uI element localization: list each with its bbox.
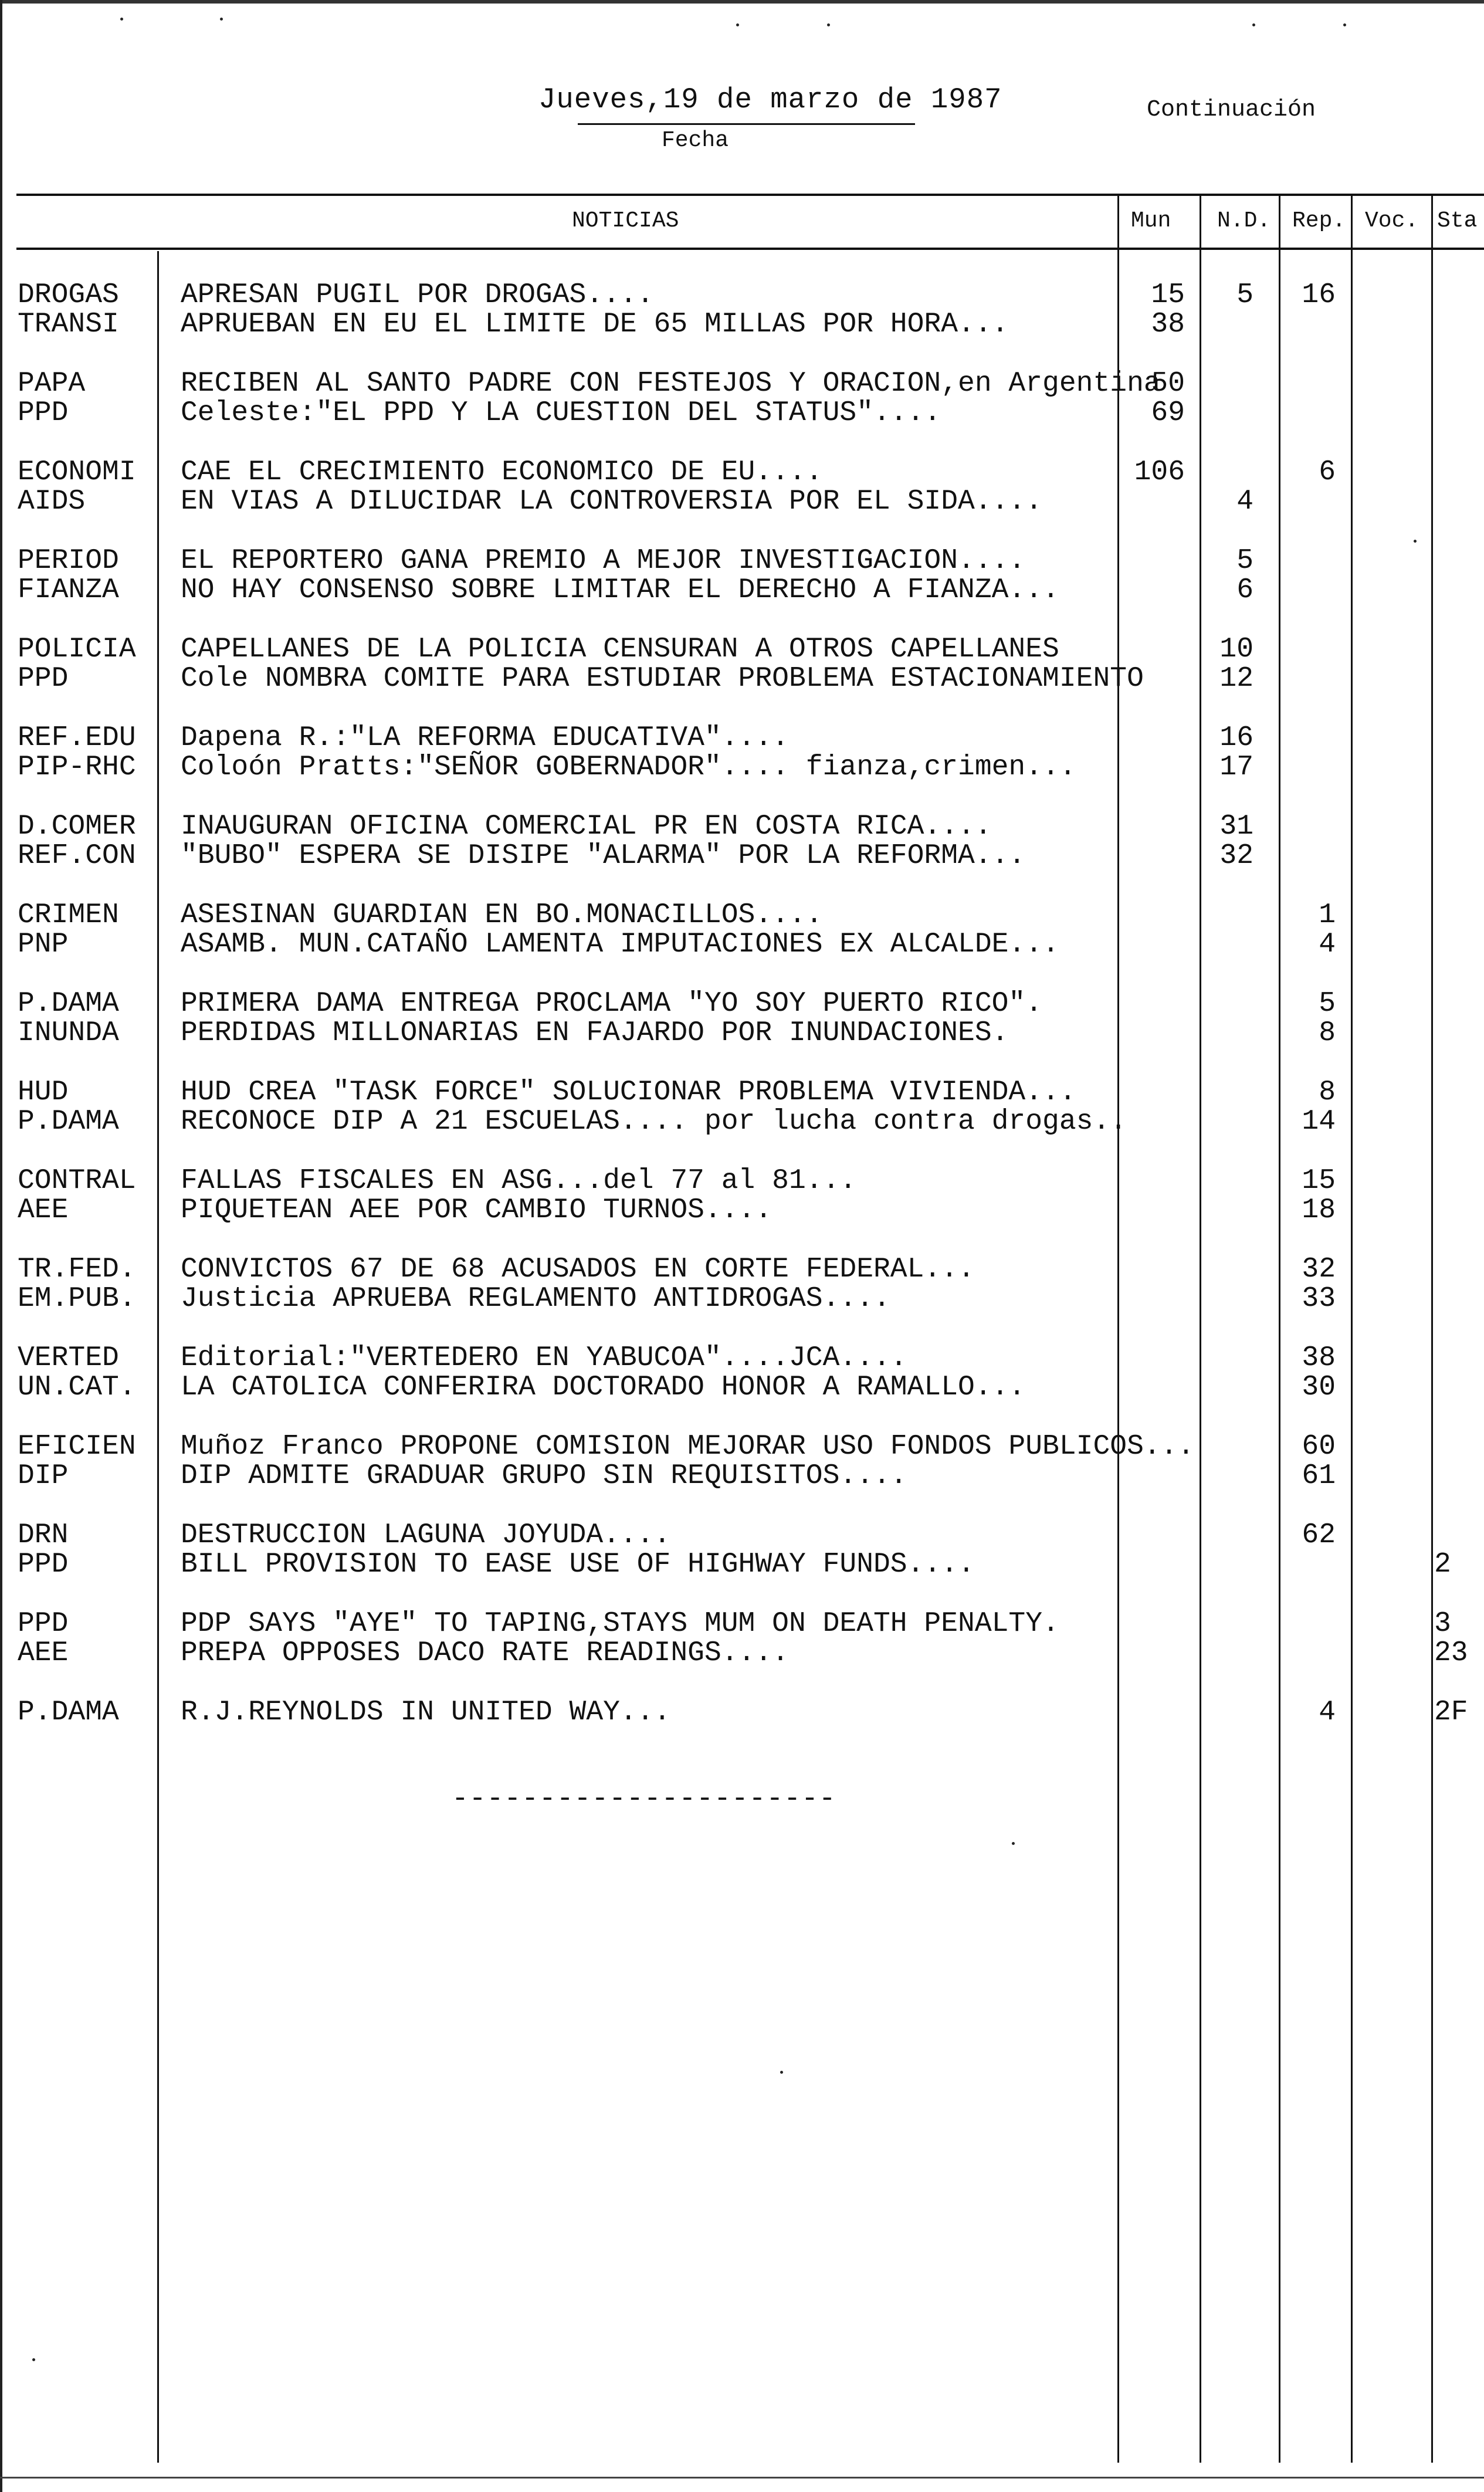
row-voc: 32 — [1302, 1254, 1336, 1285]
row-tag: AEE — [18, 1637, 69, 1669]
row-voc: 4 — [1319, 1697, 1336, 1728]
row-headline: EN VIAS A DILUCIDAR LA CONTROVERSIA POR EL SIDA.... — [181, 486, 1043, 517]
top-edge-rule — [0, 0, 1484, 4]
header-date-underline — [578, 123, 915, 125]
row-nd: 15 — [1151, 279, 1185, 311]
row-nd: 50 — [1151, 368, 1185, 399]
row-voc: 38 — [1302, 1342, 1336, 1374]
row-tag: AIDS — [18, 486, 86, 517]
table-top-rule — [16, 194, 1484, 196]
row-voc: 60 — [1302, 1431, 1336, 1462]
divider-tag-headline — [157, 251, 159, 2463]
row-rep: 4 — [1236, 486, 1253, 517]
row-headline: PREPA OPPOSES DACO RATE READINGS.... — [181, 1637, 789, 1669]
row-headline: "BUBO" ESPERA SE DISIPE "ALARMA" POR LA REFORMA... — [181, 840, 1026, 872]
row-headline: PIQUETEAN AEE POR CAMBIO TURNOS.... — [181, 1194, 773, 1226]
row-headline: ASESINAN GUARDIAN EN BO.MONACILLOS.... — [181, 899, 823, 931]
row-voc: 62 — [1302, 1519, 1336, 1551]
divider-rep-voc — [1351, 195, 1353, 2463]
row-headline: PERDIDAS MILLONARIAS EN FAJARDO POR INUNDACIONES. — [181, 1017, 1009, 1049]
row-voc: 5 — [1319, 988, 1336, 1020]
row-tag: TRANSI — [18, 309, 119, 340]
row-voc: 30 — [1302, 1372, 1336, 1403]
row-tag: FIANZA — [18, 574, 119, 606]
row-tag: REF.CON — [18, 840, 136, 872]
end-of-list-rule: ---------------------- — [452, 1783, 836, 1815]
scan-speck — [220, 18, 223, 21]
row-rep: 32 — [1219, 840, 1253, 872]
row-headline: CONVICTOS 67 DE 68 ACUSADOS EN CORTE FEDERAL... — [181, 1254, 975, 1285]
row-rep: 16 — [1219, 722, 1253, 754]
row-headline: FALLAS FISCALES EN ASG...del 77 al 81... — [181, 1165, 857, 1197]
row-tag: CONTRAL — [18, 1165, 136, 1197]
row-tag: D.COMER — [18, 811, 136, 842]
row-tag: CRIMEN — [18, 899, 119, 931]
row-nd: 106 — [1134, 456, 1185, 488]
scan-speck — [1343, 23, 1346, 26]
row-voc: 33 — [1302, 1283, 1336, 1315]
row-voc: 6 — [1319, 456, 1336, 488]
row-rep: 5 — [1236, 545, 1253, 577]
scan-speck — [1252, 23, 1255, 26]
row-headline: CAPELLANES DE LA POLICIA CENSURAN A OTROS CAPELLANES — [181, 634, 1059, 665]
row-headline: BILL PROVISION TO EASE USE OF HIGHWAY FUNDS.... — [181, 1549, 975, 1580]
row-rep: 6 — [1236, 574, 1253, 606]
divider-mun-nd — [1200, 195, 1201, 2463]
column-header-nd: N.D. — [1217, 208, 1271, 233]
scan-speck — [32, 2358, 35, 2361]
row-tag: PPD — [18, 663, 69, 695]
row-headline: DIP ADMITE GRADUAR GRUPO SIN REQUISITOS.... — [181, 1460, 907, 1492]
row-tag: P.DAMA — [18, 988, 119, 1020]
row-tag: DRN — [18, 1519, 69, 1551]
row-headline: ASAMB. MUN.CATAÑO LAMENTA IMPUTACIONES EX ALCALDE... — [181, 929, 1059, 960]
row-voc: 8 — [1319, 1076, 1336, 1108]
row-headline: HUD CREA "TASK FORCE" SOLUCIONAR PROBLEMA VIVIENDA... — [181, 1076, 1076, 1108]
row-tag: PERIOD — [18, 545, 119, 577]
row-headline: Justicia APRUEBA REGLAMENTO ANTIDROGAS.... — [181, 1283, 890, 1315]
row-headline: DESTRUCCION LAGUNA JOYUDA.... — [181, 1519, 671, 1551]
row-headline: Editorial:"VERTEDERO EN YABUCOA"....JCA.... — [181, 1342, 907, 1374]
row-tag: EM.PUB. — [18, 1283, 136, 1315]
row-rep: 5 — [1236, 279, 1253, 311]
row-tag: PAPA — [18, 368, 86, 399]
row-nd: 69 — [1151, 397, 1185, 429]
row-tag: P.DAMA — [18, 1106, 119, 1137]
column-header-mun: Mun — [1131, 208, 1171, 233]
column-header-voc: Voc. — [1365, 208, 1419, 233]
row-headline: Coloón Pratts:"SEÑOR GOBERNADOR".... fianza,crimen... — [181, 751, 1076, 783]
row-sta: 2 — [1434, 1549, 1451, 1580]
row-headline: APRUEBAN EN EU EL LIMITE DE 65 MILLAS POR HORA... — [181, 309, 1009, 340]
header-continuation: Continuación — [1147, 97, 1316, 123]
row-tag: HUD — [18, 1076, 69, 1108]
row-tag: EFICIEN — [18, 1431, 136, 1462]
scan-speck — [1414, 540, 1417, 543]
row-tag: DIP — [18, 1460, 69, 1492]
scan-speck — [1012, 1842, 1015, 1845]
row-headline: PRIMERA DAMA ENTREGA PROCLAMA "YO SOY PUERTO RICO". — [181, 988, 1043, 1020]
row-headline: RECONOCE DIP A 21 ESCUELAS.... por lucha contra drogas.. — [181, 1106, 1127, 1137]
row-headline: EL REPORTERO GANA PREMIO A MEJOR INVESTIGACION.... — [181, 545, 1026, 577]
row-rep: 31 — [1219, 811, 1253, 842]
row-rep: 12 — [1219, 663, 1253, 695]
left-edge-rule — [0, 0, 2, 2492]
row-tag: VERTED — [18, 1342, 119, 1374]
divider-voc-sta — [1431, 195, 1433, 2463]
row-sta: 3 — [1434, 1608, 1451, 1640]
scan-speck — [120, 18, 123, 21]
row-sta: 2F — [1434, 1697, 1468, 1728]
row-headline: R.J.REYNOLDS IN UNITED WAY... — [181, 1697, 671, 1728]
row-tag: POLICIA — [18, 634, 136, 665]
row-tag: ECONOMI — [18, 456, 136, 488]
row-tag: AEE — [18, 1194, 69, 1226]
scan-speck — [780, 2071, 783, 2074]
column-header-sta: Sta — [1437, 208, 1478, 233]
column-header-rep: Rep. — [1292, 208, 1346, 233]
row-voc: 16 — [1302, 279, 1336, 311]
row-tag: TR.FED. — [18, 1254, 136, 1285]
row-sta: 23 — [1434, 1637, 1468, 1669]
divider-nd-rep — [1279, 195, 1280, 2463]
header-date-caption: Fecha — [662, 128, 729, 153]
row-tag: PIP-RHC — [18, 751, 136, 783]
header-date: Jueves,19 de marzo de 1987 — [538, 83, 1002, 116]
row-voc: 15 — [1302, 1165, 1336, 1197]
row-tag: P.DAMA — [18, 1697, 119, 1728]
row-tag: DROGAS — [18, 279, 119, 311]
row-headline: RECIBEN AL SANTO PADRE CON FESTEJOS Y ORACION,en Argentina — [181, 368, 1161, 399]
row-tag: PPD — [18, 397, 69, 429]
row-tag: REF.EDU — [18, 722, 136, 754]
row-voc: 18 — [1302, 1194, 1336, 1226]
row-headline: PDP SAYS "AYE" TO TAPING,STAYS MUM ON DEATH PENALTY. — [181, 1608, 1059, 1640]
row-rep: 17 — [1219, 751, 1253, 783]
row-tag: UN.CAT. — [18, 1372, 136, 1403]
row-voc: 1 — [1319, 899, 1336, 931]
table-header-rule — [16, 248, 1484, 250]
row-tag: PPD — [18, 1608, 69, 1640]
row-headline: CAE EL CRECIMIENTO ECONOMICO DE EU.... — [181, 456, 823, 488]
scan-speck — [736, 23, 739, 26]
row-nd: 38 — [1151, 309, 1185, 340]
bottom-edge-rule — [0, 2477, 1484, 2479]
column-header-noticias: NOTICIAS — [572, 208, 679, 233]
row-voc: 4 — [1319, 929, 1336, 960]
row-voc: 8 — [1319, 1017, 1336, 1049]
row-voc: 14 — [1302, 1106, 1336, 1137]
row-tag: PNP — [18, 929, 69, 960]
row-headline: Dapena R.:"LA REFORMA EDUCATIVA".... — [181, 722, 789, 754]
scan-speck — [827, 23, 830, 26]
row-tag: PPD — [18, 1549, 69, 1580]
row-headline: NO HAY CONSENSO SOBRE LIMITAR EL DERECHO A FIANZA... — [181, 574, 1059, 606]
row-headline: LA CATOLICA CONFERIRA DOCTORADO HONOR A RAMALLO... — [181, 1372, 1026, 1403]
row-headline: Cole NOMBRA COMITE PARA ESTUDIAR PROBLEMA ESTACIONAMIENTO — [181, 663, 1144, 695]
row-tag: INUNDA — [18, 1017, 119, 1049]
row-headline: APRESAN PUGIL POR DROGAS.... — [181, 279, 654, 311]
row-headline: INAUGURAN OFICINA COMERCIAL PR EN COSTA RICA.... — [181, 811, 992, 842]
row-headline: Celeste:"EL PPD Y LA CUESTION DEL STATUS".... — [181, 397, 941, 429]
row-voc: 61 — [1302, 1460, 1336, 1492]
divider-headline-mun — [1117, 195, 1119, 2463]
row-headline: Muñoz Franco PROPONE COMISION MEJORAR USO FONDOS PUBLICOS... — [181, 1431, 1195, 1462]
row-rep: 10 — [1219, 634, 1253, 665]
